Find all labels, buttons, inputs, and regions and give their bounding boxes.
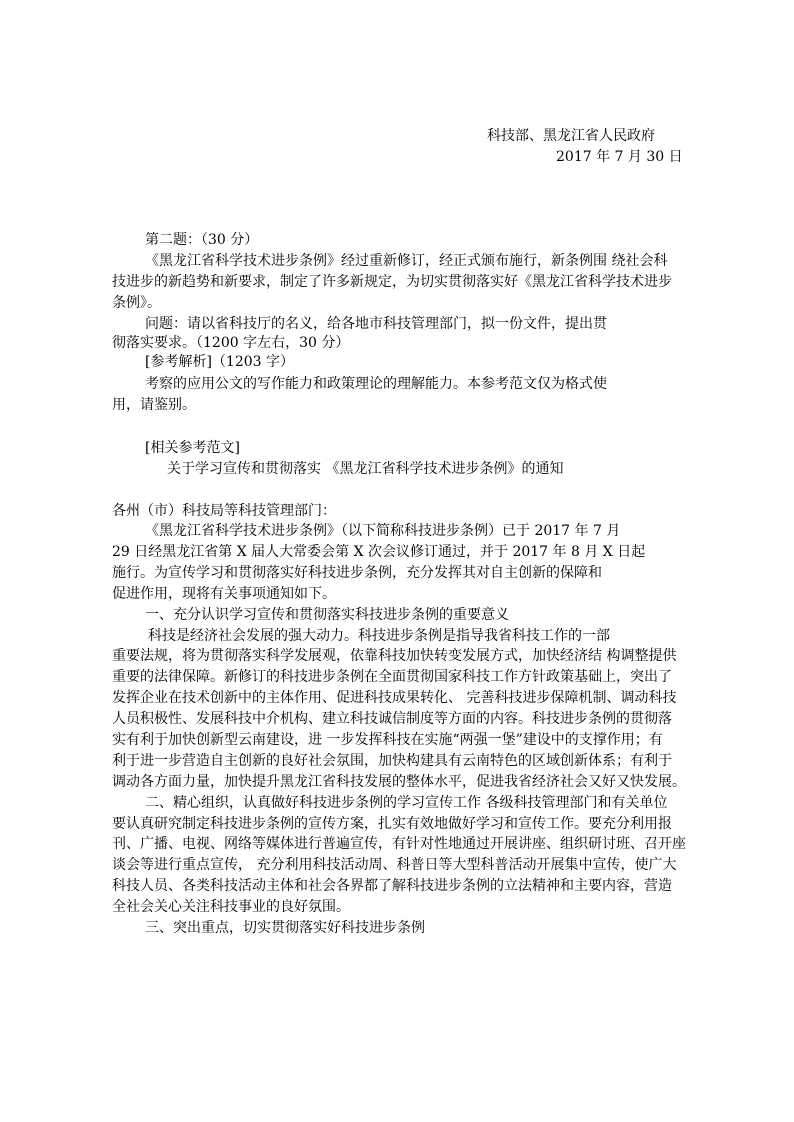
signature-org: 科技部、黑龙江省人民政府: [487, 128, 655, 144]
point2-heading: 二、精心组织，认真做好科技进步条例的学习宣传工作 各级科技管理部门和有关单位: [145, 795, 668, 811]
section2-question-line: 彻落实要求。（1200 字左右，30 分）: [112, 335, 350, 351]
analysis-label: [参考解析]（1203 字）: [145, 354, 295, 370]
point1-line: 重要的法律保障。新修订的科技进步条例在全面贯彻国家科技工作方针政策基础上，突出了: [112, 669, 672, 685]
point2-line: 要认真研究制定科技进步条例的宣传方案，扎实有效地做好学习和宣传工作。要充分利用报: [112, 816, 672, 832]
section2-background-line: 《黑龙江省科学技术进步条例》经过重新修订，经正式颁布施行，新条例围 绕社会科: [145, 253, 668, 269]
point3-heading: 三、突出重点，切实贯彻落实好科技进步条例: [145, 920, 425, 936]
point2-line: 刊、广播、电视、网络等媒体进行普遍宣传，有针对性地通过开展讲座、组织研讨班、召开座: [112, 836, 686, 852]
analysis-line: 用，请鉴别。: [112, 397, 196, 413]
point2-line: 全社会关心关注科技事业的良好氛围。: [112, 899, 350, 915]
intro-line: 29 日经黑龙江省第 X 届人大常委会第 X 次会议修订通过，并于 2017 年 8 月 X 日起: [112, 544, 646, 560]
point1-line: 重要法规，将为贯彻落实科学发展观，依靠科技加快转变发展方式，加快经济结 构调整提供: [112, 648, 677, 664]
point1-line: 利于进一步营造自主创新的良好社会氛围，加快构建具有云南特色的区域创新体系；有利于: [112, 753, 672, 769]
intro-line: 促进作用，现将有关事项通知如下。: [112, 586, 336, 602]
point1-line: 科技是经济社会发展的强大动力。科技进步条例是指导我省科技工作的一部: [148, 628, 610, 644]
reference-label: [相关参考范文]: [145, 440, 240, 456]
point1-line: 实有利于加快创新型云南建设，进 一步发挥科技在实施“两强一堡”建设中的支撑作用；有: [112, 732, 663, 748]
point1-line: 调动各方面力量，加快提升黑龙江省科技发展的整体水平，促进我省经济社会又好又快发展。: [112, 774, 686, 790]
signature-date: 2017 年 7 月 30 日: [556, 149, 683, 165]
point1-heading: 一、充分认识学习宣传和贯彻落实科技进步条例的重要意义: [145, 607, 509, 623]
section2-question-line: 问题：请以省科技厅的名义，给各地市科技管理部门，拟一份文件，提出贯: [145, 316, 607, 332]
section2-background-line: 条例》。: [112, 295, 161, 311]
analysis-line: 考察的应用公文的写作能力和政策理论的理解能力。本参考范文仅为格式使: [145, 376, 607, 392]
section2-background-line: 技进步的新趋势和新要求，制定了许多新规定，为切实贯彻落实好《黑龙江省科学技术进步: [112, 274, 672, 290]
point2-line: 谈会等进行重点宣传， 充分利用科技活动周、科普日等大型科普活动开展集中宣传，使广大: [112, 857, 677, 873]
salutation: 各州（市）科技局等科技管理部门：: [112, 503, 336, 519]
point2-line: 科技人员、各类科技活动主体和社会各界都了解科技进步条例的立法精神和主要内容，营造: [112, 878, 672, 894]
point1-line: 人员积极性、发展科技中介机构、建立科技诚信制度等方面的内容。科技进步条例的贯彻落: [112, 711, 672, 727]
notice-title: 关于学习宣传和贯彻落实 《黑龙江省科学技术进步条例》的通知: [167, 461, 564, 477]
intro-line: 施行。为宣传学习和贯彻落实好科技进步条例，充分发挥其对自主创新的保障和: [112, 565, 602, 581]
point1-line: 发挥企业在技术创新中的主体作用、促进科技成果转化、 完善科技进步保障机制、调动科技: [112, 690, 677, 706]
intro-line: 《黑龙江省科学技术进步条例》（以下简称科技进步条例）已于 2017 年 7 月: [145, 523, 621, 539]
section2-heading: 第二题：（30 分）: [145, 232, 259, 248]
